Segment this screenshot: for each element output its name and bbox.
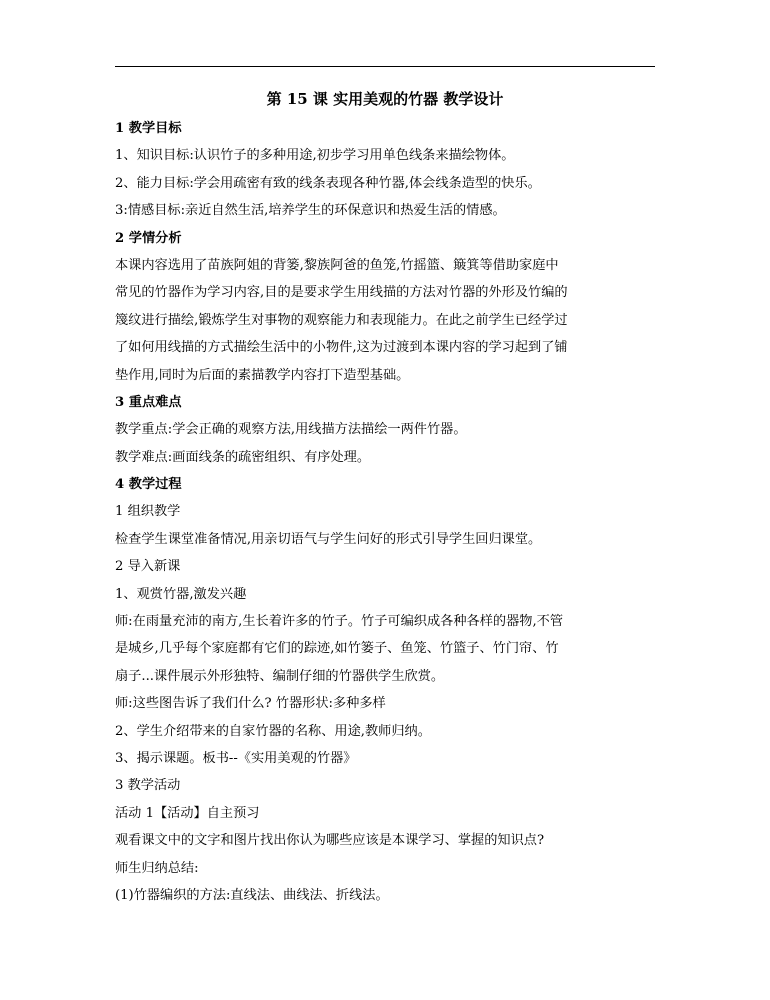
document-body: [115, 115, 660, 909]
text-line: 本课内容选用了苗族阿姐的背篓,黎族阿爸的鱼笼,竹摇篮、簸箕等借助家庭中: [115, 257, 559, 273]
text-line: 了如何用线描的方式描绘生活中的小物件,这为过渡到本课内容的学习起到了铺: [115, 340, 568, 356]
text-line: 1 组织教学: [115, 504, 181, 520]
text-line: 观看课文中的文字和图片找出你认为哪些应该是本课学习、掌握的知识点?: [115, 833, 545, 849]
text-line: 垫作用,同时为后面的素描教学内容打下造型基础。: [115, 367, 410, 383]
text-line: 3:情感目标:亲近自然生活,培养学生的环保意识和热爱生活的情感。: [115, 203, 506, 219]
text-line: 教学重点:学会正确的观察方法,用线描方法描绘一两件竹器。: [115, 422, 467, 438]
text-line: 常见的竹器作为学习内容,目的是要求学生用线描的方法对竹器的外形及竹编的: [115, 285, 568, 301]
text-line: 3、揭示课题。板书--《实用美观的竹器》: [115, 750, 357, 766]
document-title: 第 15 课 实用美观的竹器 教学设计: [266, 90, 504, 108]
section-heading: 4 教学过程: [115, 477, 182, 493]
text-line: 2 导入新课: [115, 559, 181, 575]
text-line: 2、能力目标:学会用疏密有致的线条表现各种竹器,体会线条造型的快乐。: [115, 175, 541, 191]
section-heading: 2 学情分析: [115, 230, 182, 246]
header-rule: [115, 66, 655, 67]
text-line: 篾纹进行描绘,锻炼学生对事物的观察能力和表现能力。在此之前学生已经学过: [115, 312, 568, 328]
text-line: 是城乡,几乎每个家庭都有它们的踪迹,如竹篓子、鱼笼、竹篮子、竹门帘、竹: [115, 641, 559, 657]
text-line: 活动 1【活动】自主预习: [115, 805, 260, 821]
text-line: 2、学生介绍带来的自家竹器的名称、用途,教师归纳。: [115, 723, 431, 739]
text-line: 扇子...课件展示外形独特、编制仔细的竹器供学生欣赏。: [115, 668, 445, 684]
text-line: 教学难点:画面线条的疏密组织、有序处理。: [115, 449, 371, 465]
text-line: (1)竹器编织的方法:直线法、曲线法、折线法。: [115, 887, 389, 903]
text-line: 师生归纳总结:: [115, 860, 199, 876]
text-line: 1、知识目标:认识竹子的多种用途,初步学习用单色线条来描绘物体。: [115, 148, 515, 164]
text-line: 师:在雨量充沛的南方,生长着许多的竹子。竹子可编织成各种各样的器物,不管: [115, 614, 564, 630]
text-line: 师:这些图告诉了我们什么? 竹器形状:多种多样: [115, 696, 386, 712]
section-heading: 1 教学目标: [115, 121, 182, 136]
text-line: 1、观赏竹器,激发兴趣: [115, 586, 247, 602]
section-heading: 3 重点难点: [115, 394, 182, 410]
text-line: 3 教学活动: [115, 778, 181, 794]
text-line: 检查学生课堂准备情况,用亲切语气与学生问好的形式引导学生回归课堂。: [115, 531, 542, 547]
